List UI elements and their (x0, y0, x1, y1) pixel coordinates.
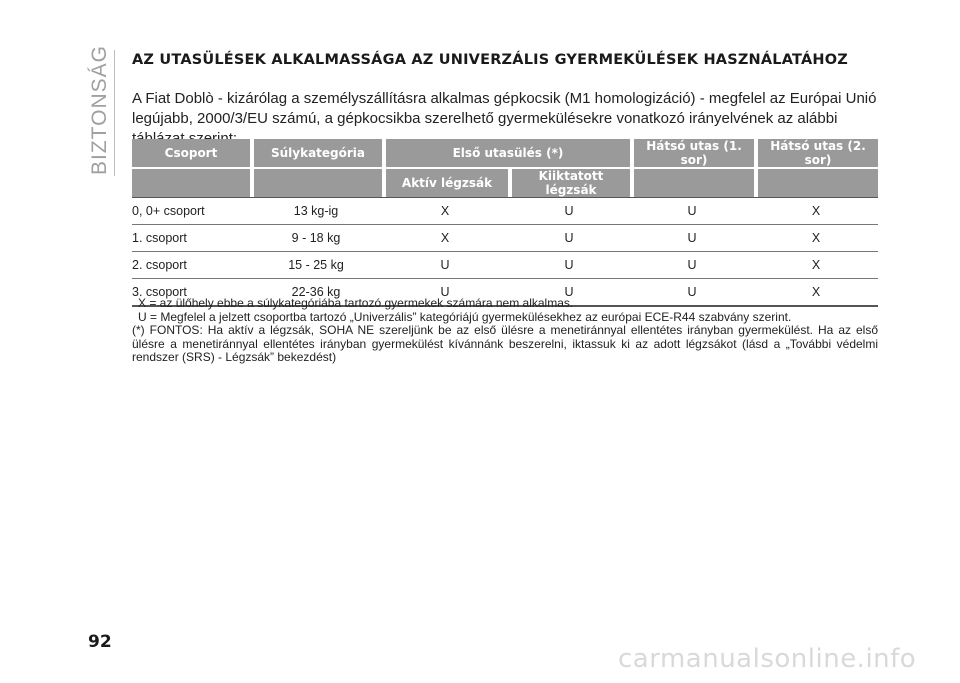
note-x: X = az ülőhely ebbe a súlykategóriába tartozó gyermekek számára nem alkalmas. (138, 296, 574, 310)
cell-airbag-disabled: U (508, 197, 630, 224)
header-front-seat: Első utasülés (*) (382, 139, 630, 167)
cell-airbag-disabled: U (508, 224, 630, 251)
cell-weight: 9 - 18 kg (250, 224, 382, 251)
child-seat-table (132, 139, 878, 307)
cell-airbag-active: U (382, 278, 508, 307)
watermark: carmanualsonline.info (618, 644, 917, 674)
header-weight: Súlykategória (250, 139, 382, 167)
section-divider (114, 50, 115, 176)
cell-group: 3. csoport (132, 278, 250, 307)
cell-group: 2. csoport (132, 251, 250, 278)
table-row (132, 224, 878, 251)
subheader-blank (754, 167, 878, 197)
header-rear-row-2: Hátsó utas (2. sor) (754, 139, 878, 167)
cell-weight: 22-36 kg (250, 278, 382, 307)
cell-rear-row-1: U (630, 251, 754, 278)
note-u: U = Megfelel a jelzett csoportba tartozó „Univerzális” kategóriájú gyermekülésekhez az európai ECE-R44 szabvány szerint. (138, 309, 792, 324)
section-label-text: BIZTONSÁG (88, 45, 111, 175)
header-rear-row-1: Hátsó utas (1. sor) (630, 139, 754, 167)
intro-paragraph: A Fiat Doblò - kizárólag a személyszállításra alkalmas gépkocsik (M1 homologizáció) - megfelel az Európai Unió legújabb, 2000/3/EU számú, a gépkocsikba szerelhető gyermekülésekre vonatkozó irányelvének az alábbi (132, 90, 877, 127)
note-important: (*) FONTOS: Ha aktív a légzsák, SOHA NE szereljünk be az első ülésre a menetiránnyal ellentétes irányban gyermekülést. Ha az első ülésre a menetiránnyal ellentétes irányban gyermekülést kívánnánk beszerelni, iktassuk ki az adott légzsákot (lásd a „További védelmi rendszer (SRS) - Légzsák” bekezdést) (132, 323, 878, 364)
page-title: AZ UTASÜLÉSEK ALKALMASSÁGA AZ UNIVERZÁLIS GYERMEKÜLÉSEK HASZNÁLATÁHOZ (132, 52, 849, 68)
subheader-blank (132, 167, 250, 197)
cell-rear-row-1: U (630, 278, 754, 307)
cell-airbag-active: X (382, 224, 508, 251)
cell-rear-row-2: X (754, 197, 878, 224)
cell-airbag-disabled: U (508, 278, 630, 307)
cell-airbag-disabled: U (508, 251, 630, 278)
cell-rear-row-1: U (630, 224, 754, 251)
header-airbag-disabled: Kiiktatott légzsák (508, 167, 630, 197)
section-label (88, 44, 112, 176)
cell-airbag-active: U (382, 251, 508, 278)
table-header-row (132, 139, 878, 167)
header-airbag-active: Aktív légzsák (382, 167, 508, 197)
page-number: 92 (88, 632, 112, 652)
cell-group: 1. csoport (132, 224, 250, 251)
table-subheader-row (132, 167, 878, 197)
header-group: Csoport (132, 139, 250, 167)
table-notes (132, 297, 878, 365)
cell-airbag-active: X (382, 197, 508, 224)
cell-group: 0, 0+ csoport (132, 197, 250, 224)
subheader-blank (630, 167, 754, 197)
cell-rear-row-1: U (630, 197, 754, 224)
cell-rear-row-2: X (754, 278, 878, 307)
table-row (132, 251, 878, 278)
subheader-blank (250, 167, 382, 197)
cell-rear-row-2: X (754, 224, 878, 251)
cell-weight: 13 kg-ig (250, 197, 382, 224)
cell-rear-row-2: X (754, 251, 878, 278)
table-row (132, 197, 878, 224)
cell-weight: 15 - 25 kg (250, 251, 382, 278)
